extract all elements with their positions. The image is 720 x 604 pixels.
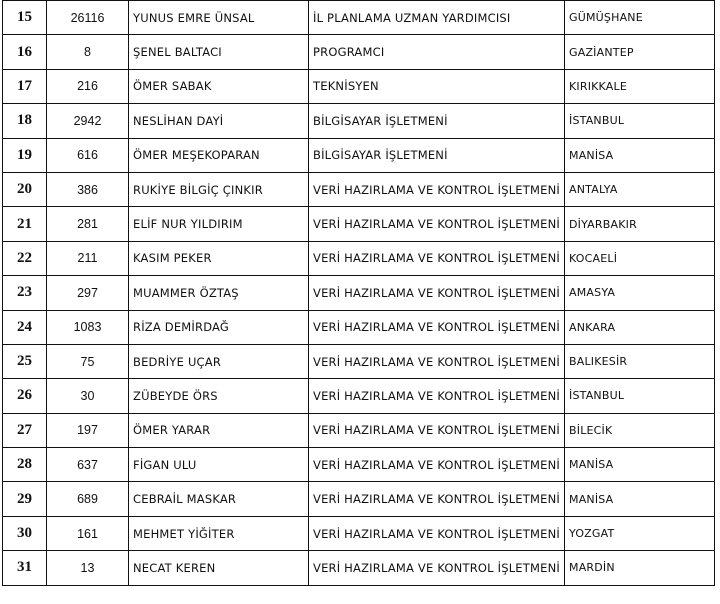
row-number-cell: 21 [3,207,47,241]
record-id-cell: 689 [47,482,129,516]
job-title-cell: İL PLANLAMA UZMAN YARDIMCISI [309,1,565,35]
city-cell: İSTANBUL [565,104,715,138]
person-name-cell: NECAT KEREN [129,551,309,585]
city-cell: AMASYA [565,276,715,310]
row-number-cell: 25 [3,344,47,378]
table-row [3,344,715,378]
record-id-cell: 386 [47,172,129,206]
city-cell: İSTANBUL [565,379,715,413]
job-title-cell: VERİ HAZIRLAMA VE KONTROL İŞLETMENİ [309,413,565,447]
city-cell: ANTALYA [565,172,715,206]
record-id-cell: 8 [47,35,129,69]
row-number-cell: 30 [3,516,47,550]
table-row [3,310,715,344]
person-name-cell: ELİF NUR YILDIRIM [129,207,309,241]
city-cell: KIRIKKALE [565,69,715,103]
record-id-cell: 616 [47,138,129,172]
city-cell: GAZİANTEP [565,35,715,69]
person-name-cell: NESLİHAN DAYİ [129,104,309,138]
job-title-cell: VERİ HAZIRLAMA VE KONTROL İŞLETMENİ [309,516,565,550]
job-title-cell: VERİ HAZIRLAMA VE KONTROL İŞLETMENİ [309,172,565,206]
record-id-cell: 13 [47,551,129,585]
table-row [3,276,715,310]
job-title-cell: VERİ HAZIRLAMA VE KONTROL İŞLETMENİ [309,551,565,585]
record-id-cell: 197 [47,413,129,447]
record-id-cell: 281 [47,207,129,241]
city-cell: YOZGAT [565,516,715,550]
personnel-table [2,0,715,586]
job-title-cell: BİLGİSAYAR İŞLETMENİ [309,138,565,172]
person-name-cell: FİGAN ULU [129,448,309,482]
table-row [3,35,715,69]
row-number-cell: 15 [3,1,47,35]
record-id-cell: 2942 [47,104,129,138]
row-number-cell: 31 [3,551,47,585]
city-cell: DİYARBAKIR [565,207,715,241]
row-number-cell: 18 [3,104,47,138]
record-id-cell: 211 [47,241,129,275]
personnel-table-body [3,1,715,586]
person-name-cell: RUKİYE BİLGİÇ ÇINKIR [129,172,309,206]
city-cell: ANKARA [565,310,715,344]
person-name-cell: KASIM PEKER [129,241,309,275]
record-id-cell: 216 [47,69,129,103]
person-name-cell: YUNUS EMRE ÜNSAL [129,1,309,35]
record-id-cell: 297 [47,276,129,310]
table-row [3,69,715,103]
row-number-cell: 28 [3,448,47,482]
record-id-cell: 1083 [47,310,129,344]
city-cell: BİLECİK [565,413,715,447]
person-name-cell: MEHMET YİĞİTER [129,516,309,550]
job-title-cell: VERİ HAZIRLAMA VE KONTROL İŞLETMENİ [309,276,565,310]
table-row [3,448,715,482]
job-title-cell: VERİ HAZIRLAMA VE KONTROL İŞLETMENİ [309,310,565,344]
person-name-cell: MUAMMER ÖZTAŞ [129,276,309,310]
table-row [3,413,715,447]
job-title-cell: PROGRAMCI [309,35,565,69]
city-cell: BALIKESİR [565,344,715,378]
person-name-cell: CEBRAİL MASKAR [129,482,309,516]
person-name-cell: RİZA DEMİRDAĞ [129,310,309,344]
table-row [3,482,715,516]
row-number-cell: 22 [3,241,47,275]
job-title-cell: BİLGİSAYAR İŞLETMENİ [309,104,565,138]
record-id-cell: 637 [47,448,129,482]
job-title-cell: VERİ HAZIRLAMA VE KONTROL İŞLETMENİ [309,207,565,241]
record-id-cell: 75 [47,344,129,378]
table-row [3,379,715,413]
person-name-cell: ÖMER SABAK [129,69,309,103]
city-cell: MARDİN [565,551,715,585]
row-number-cell: 16 [3,35,47,69]
job-title-cell: VERİ HAZIRLAMA VE KONTROL İŞLETMENİ [309,448,565,482]
table-row [3,551,715,585]
job-title-cell: VERİ HAZIRLAMA VE KONTROL İŞLETMENİ [309,344,565,378]
table-row [3,138,715,172]
row-number-cell: 24 [3,310,47,344]
record-id-cell: 26116 [47,1,129,35]
record-id-cell: 161 [47,516,129,550]
row-number-cell: 19 [3,138,47,172]
row-number-cell: 26 [3,379,47,413]
table-row [3,104,715,138]
row-number-cell: 27 [3,413,47,447]
person-name-cell: BEDRİYE UÇAR [129,344,309,378]
job-title-cell: VERİ HAZIRLAMA VE KONTROL İŞLETMENİ [309,482,565,516]
row-number-cell: 20 [3,172,47,206]
table-row [3,207,715,241]
city-cell: MANİSA [565,448,715,482]
row-number-cell: 23 [3,276,47,310]
person-name-cell: ŞENEL BALTACI [129,35,309,69]
person-name-cell: ÖMER YARAR [129,413,309,447]
job-title-cell: VERİ HAZIRLAMA VE KONTROL İŞLETMENİ [309,241,565,275]
row-number-cell: 17 [3,69,47,103]
record-id-cell: 30 [47,379,129,413]
job-title-cell: TEKNİSYEN [309,69,565,103]
person-name-cell: ZÜBEYDE ÖRS [129,379,309,413]
person-name-cell: ÖMER MEŞEKOPARAN [129,138,309,172]
city-cell: MANİSA [565,138,715,172]
table-row [3,241,715,275]
table-row [3,516,715,550]
row-number-cell: 29 [3,482,47,516]
city-cell: MANİSA [565,482,715,516]
city-cell: GÜMÜŞHANE [565,1,715,35]
table-row [3,172,715,206]
city-cell: KOCAELİ [565,241,715,275]
job-title-cell: VERİ HAZIRLAMA VE KONTROL İŞLETMENİ [309,379,565,413]
table-row [3,1,715,35]
